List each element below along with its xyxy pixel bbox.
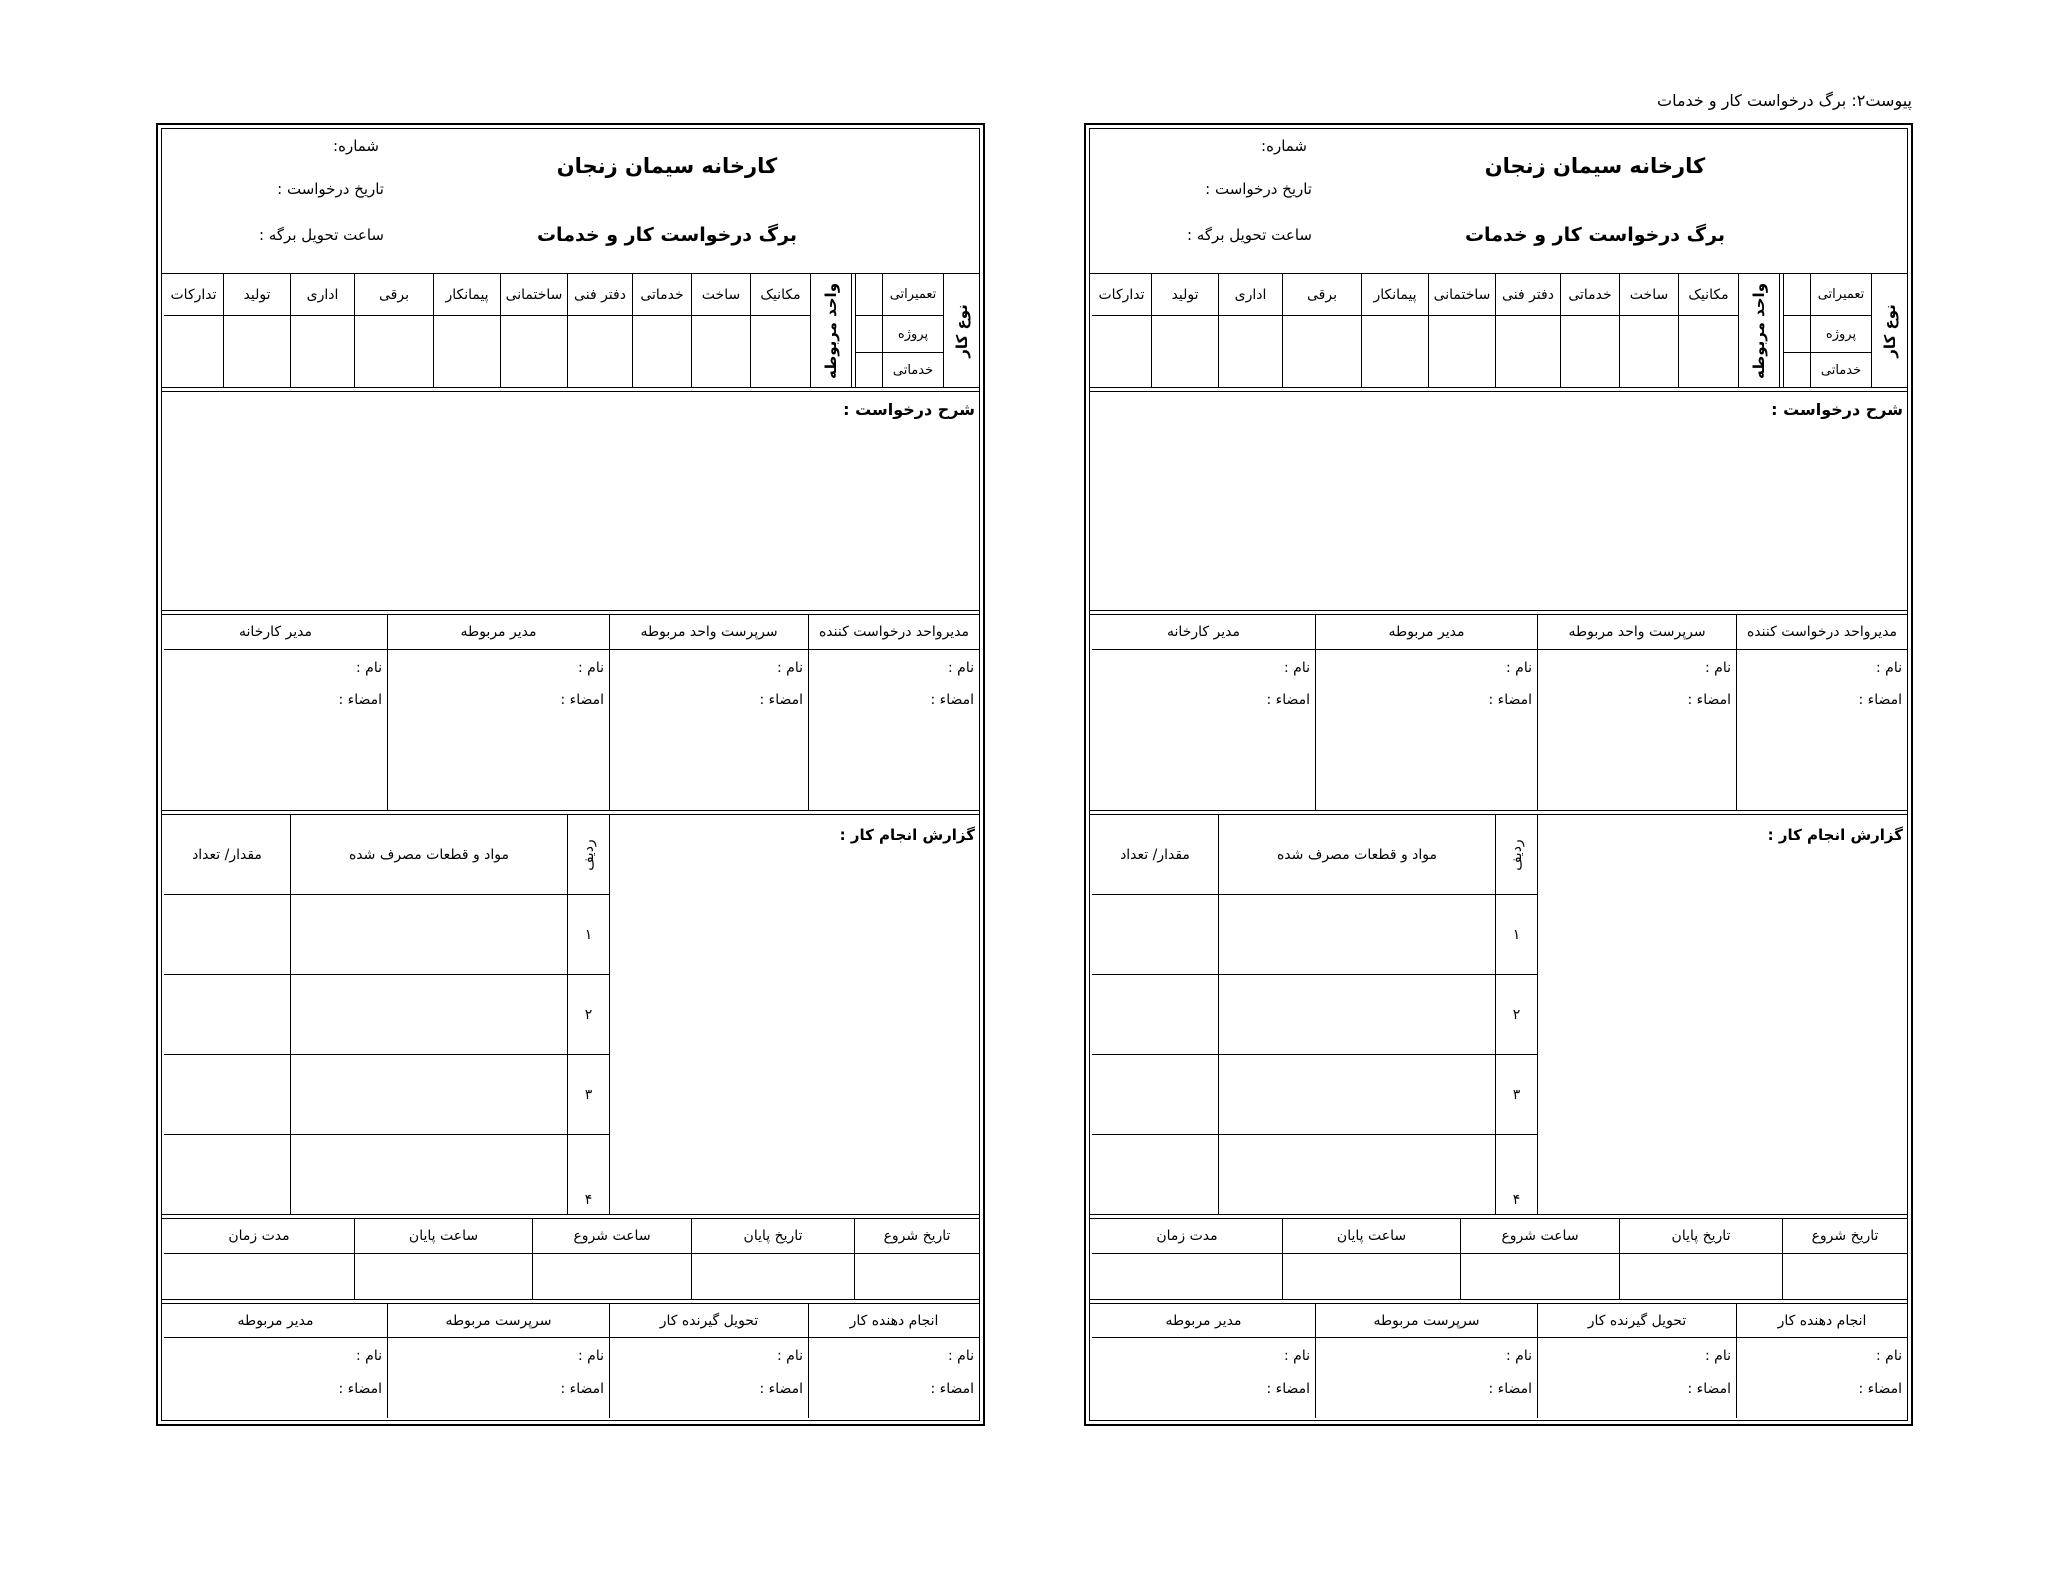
- row-number: ۴: [567, 1135, 609, 1214]
- work-report-section: [1090, 814, 1907, 1215]
- work-report-section: [162, 814, 979, 1215]
- unit-header-cell: [1738, 274, 1780, 387]
- work-report-area: [1537, 815, 1907, 1214]
- work-type-option-repair: تعمیراتی: [883, 274, 943, 316]
- name-label: نام :: [356, 1348, 382, 1364]
- quantity-cell: [164, 975, 290, 1054]
- delivery-time-label: ساعت تحویل برگه :: [259, 226, 384, 244]
- unit-column-fabrication: [691, 274, 750, 387]
- unit-column-fabrication: [1619, 274, 1678, 387]
- work-report-label: گزارش انجام کار :: [839, 826, 975, 844]
- unit-mark-cell: [434, 316, 500, 387]
- unit-option-label: تولید: [224, 274, 290, 316]
- unit-option-label: اداری: [1219, 274, 1282, 316]
- name-label: نام :: [578, 660, 604, 676]
- completion-fields: [1092, 1338, 1315, 1406]
- signature-label: امضاء :: [930, 1381, 974, 1397]
- delivery-time-label: ساعت تحویل برگه :: [1187, 226, 1312, 244]
- signature-label: امضاء :: [1266, 1381, 1310, 1397]
- approval-column-header: سرپرست واحد مربوطه: [1538, 615, 1736, 650]
- unit-mark-cell: [1561, 316, 1619, 387]
- unit-column-construction: [1428, 274, 1495, 387]
- signature-label: امضاء :: [1488, 692, 1532, 708]
- work-type-checkbox: [1784, 353, 1810, 387]
- completion-fields: [610, 1338, 808, 1406]
- material-cell: [1218, 895, 1495, 974]
- start-date-column: [1782, 1219, 1907, 1299]
- company-name: کارخانه سیمان زنجان: [556, 154, 778, 178]
- number-label: شماره:: [333, 137, 379, 155]
- unit-column-production: [223, 274, 290, 387]
- completion-manager: [1092, 1304, 1315, 1418]
- request-description-label: شرح درخواست :: [843, 400, 975, 419]
- completion-fields: [388, 1338, 609, 1406]
- unit-column-services: [632, 274, 691, 387]
- unit-column-mechanic: [750, 274, 810, 387]
- request-description-section: [162, 391, 979, 611]
- quantity-cell: [164, 1135, 290, 1214]
- work-report-label: گزارش انجام کار :: [1767, 826, 1903, 844]
- table-row: [1092, 1055, 1537, 1135]
- approval-fields: [610, 650, 808, 716]
- unit-mark-cell: [1362, 316, 1428, 387]
- timing-header: ساعت شروع: [533, 1219, 691, 1254]
- company-name: کارخانه سیمان زنجان: [1484, 154, 1706, 178]
- unit-option-label: دفتر فنی: [1496, 274, 1560, 316]
- request-date-label: تاریخ درخواست :: [1205, 180, 1312, 198]
- form-inner-frame: [161, 128, 980, 1421]
- work-type-checkbox: [1784, 274, 1810, 316]
- unit-label: واحد مربوطه: [822, 282, 840, 379]
- unit-column-production: [1151, 274, 1218, 387]
- completion-fields: [1538, 1338, 1736, 1406]
- table-row: [1092, 1135, 1537, 1214]
- request-description-section: [1090, 391, 1907, 611]
- timing-header: ساعت شروع: [1461, 1219, 1619, 1254]
- unit-mark-cell: [751, 316, 810, 387]
- quantity-cell: [164, 1055, 290, 1134]
- row-number: ۳: [1495, 1055, 1537, 1134]
- unit-mark-cell: [164, 316, 223, 387]
- completion-column-header: انجام دهنده کار: [809, 1304, 979, 1338]
- timing-header: تاریخ شروع: [855, 1219, 979, 1254]
- name-label: نام :: [948, 1348, 974, 1364]
- unit-column-technical-office: [567, 274, 632, 387]
- form-inner-frame: [1089, 128, 1908, 1421]
- completion-column-header: مدیر مربوطه: [1092, 1304, 1315, 1338]
- signature-label: امضاء :: [1266, 692, 1310, 708]
- unit-option-label: تولید: [1152, 274, 1218, 316]
- unit-mark-cell: [1152, 316, 1218, 387]
- unit-column-administrative: [1218, 274, 1282, 387]
- unit-header-cell: [810, 274, 852, 387]
- work-type-label: نوع کار: [1880, 303, 1899, 358]
- approval-requesting-unit-manager: [808, 615, 979, 810]
- unit-mark-cell: [1679, 316, 1738, 387]
- unit-column-electrical: [1282, 274, 1361, 387]
- quantity-cell: [1092, 1135, 1218, 1214]
- unit-label: واحد مربوطه: [1750, 282, 1768, 379]
- work-type-label: نوع کار: [952, 303, 971, 358]
- unit-mark-cell: [1092, 316, 1151, 387]
- end-date-column: [691, 1219, 854, 1299]
- approval-unit-supervisor: [609, 615, 808, 810]
- signature-label: امضاء :: [338, 1381, 382, 1397]
- completion-fields: [164, 1338, 387, 1406]
- materials-header-row: [1092, 815, 1537, 895]
- form-header: [1090, 129, 1907, 274]
- row-number: ۱: [567, 895, 609, 974]
- completion-supervisor: [387, 1304, 609, 1418]
- start-time-column: [1460, 1219, 1619, 1299]
- completion-fields: [1737, 1338, 1907, 1406]
- work-type-unit-section: [1090, 274, 1907, 388]
- unit-option-label: دفتر فنی: [568, 274, 632, 316]
- completion-receiver: [1537, 1304, 1736, 1418]
- quantity-cell: [1092, 1055, 1218, 1134]
- appendix-caption: پیوست۲: برگ درخواست کار و خدمات: [1657, 91, 1912, 110]
- approval-relevant-manager: [1315, 615, 1537, 810]
- materials-table: [1092, 815, 1537, 1214]
- row-number: ۲: [567, 975, 609, 1054]
- quantity-cell: [1092, 975, 1218, 1054]
- completion-section: [162, 1303, 979, 1418]
- approval-column-header: مدیر مربوطه: [1316, 615, 1537, 650]
- request-form-right: [1084, 123, 1913, 1426]
- table-row: [164, 895, 609, 975]
- unit-option-label: مکانیک: [751, 274, 810, 316]
- work-type-option-service: خدماتی: [1820, 362, 1862, 378]
- unit-column-mechanic: [1678, 274, 1738, 387]
- completion-fields: [809, 1338, 979, 1406]
- approval-relevant-manager: [387, 615, 609, 810]
- quantity-cell: [164, 895, 290, 974]
- work-type-checkboxes: [855, 274, 882, 387]
- quantity-cell: [1092, 895, 1218, 974]
- signature-label: امضاء :: [759, 1381, 803, 1397]
- work-type-option-project: پروژه: [883, 316, 943, 353]
- signature-label: امضاء :: [930, 692, 974, 708]
- signature-label: امضاء :: [1488, 1381, 1532, 1397]
- materials-table: [164, 815, 609, 1214]
- approval-unit-supervisor: [1537, 615, 1736, 810]
- number-label: شماره:: [1261, 137, 1307, 155]
- table-row: [1092, 895, 1537, 975]
- approval-fields: [388, 650, 609, 716]
- approvals-section: [162, 614, 979, 811]
- unit-column-services: [1560, 274, 1619, 387]
- unit-mark-cell: [1283, 316, 1361, 387]
- timing-header: تاریخ پایان: [1620, 1219, 1782, 1254]
- work-type-option-project: پروژه: [1811, 316, 1871, 353]
- form-header: [162, 129, 979, 274]
- approval-requesting-unit-manager: [1736, 615, 1907, 810]
- name-label: نام :: [1506, 1348, 1532, 1364]
- unit-column-contractor: [1361, 274, 1428, 387]
- material-cell: [290, 1055, 567, 1134]
- row-index-header: [1495, 815, 1537, 894]
- unit-option-label: تدارکات: [1092, 274, 1151, 316]
- table-row: [164, 975, 609, 1055]
- approval-column-header: مدیر کارخانه: [164, 615, 387, 650]
- work-type-checkbox: [856, 353, 882, 387]
- name-label: نام :: [1284, 1348, 1310, 1364]
- approval-fields: [1092, 650, 1315, 716]
- work-type-options: [882, 274, 943, 387]
- material-cell: [1218, 1055, 1495, 1134]
- completion-supervisor: [1315, 1304, 1537, 1418]
- row-number: ۴: [1495, 1135, 1537, 1214]
- work-type-options: [1810, 274, 1871, 387]
- duration-column: [164, 1219, 354, 1299]
- form-title: برگ درخواست کار و خدمات: [536, 224, 798, 246]
- row-number: ۲: [1495, 975, 1537, 1054]
- unit-option-label: ساخت: [692, 274, 750, 316]
- unit-column-procurement: [164, 274, 223, 387]
- request-description-label: شرح درخواست :: [1771, 400, 1903, 419]
- name-label: نام :: [1705, 1348, 1731, 1364]
- unit-option-label: پیمانکار: [1362, 274, 1428, 316]
- duration-column: [1092, 1219, 1282, 1299]
- name-label: نام :: [1876, 1348, 1902, 1364]
- unit-option-label: ساخت: [1620, 274, 1678, 316]
- timing-header: مدت زمان: [1092, 1219, 1282, 1254]
- row-index-label: ردیف: [580, 838, 597, 871]
- material-cell: [1218, 1135, 1495, 1214]
- material-cell: [290, 1135, 567, 1214]
- table-row: [164, 1055, 609, 1135]
- work-type-checkboxes: [1783, 274, 1810, 387]
- work-type-checkbox: [856, 274, 882, 316]
- table-row: [164, 1135, 609, 1214]
- unit-option-label: خدماتی: [633, 274, 691, 316]
- work-type-header-cell: [943, 274, 979, 387]
- signature-label: امضاء :: [1687, 1381, 1731, 1397]
- unit-mark-cell: [1219, 316, 1282, 387]
- work-type-option-service: خدماتی: [892, 362, 934, 378]
- unit-column-administrative: [290, 274, 354, 387]
- name-label: نام :: [948, 660, 974, 676]
- timing-header: تاریخ پایان: [692, 1219, 854, 1254]
- approval-column-header: مدیرواحد درخواست کننده: [1737, 615, 1907, 650]
- completion-column-header: سرپرست مربوطه: [1316, 1304, 1537, 1338]
- request-form-left: [156, 123, 985, 1426]
- unit-mark-cell: [568, 316, 632, 387]
- unit-mark-cell: [1429, 316, 1495, 387]
- completion-manager: [164, 1304, 387, 1418]
- end-time-column: [354, 1219, 532, 1299]
- name-label: نام :: [578, 1348, 604, 1364]
- completion-column-header: سرپرست مربوطه: [388, 1304, 609, 1338]
- form-title: برگ درخواست کار و خدمات: [1464, 224, 1726, 246]
- start-time-column: [532, 1219, 691, 1299]
- unit-option-label: ساختمانی: [1429, 274, 1495, 316]
- unit-column-contractor: [433, 274, 500, 387]
- signature-label: امضاء :: [338, 692, 382, 708]
- name-label: نام :: [777, 660, 803, 676]
- name-label: نام :: [777, 1348, 803, 1364]
- signature-label: امضاء :: [1858, 692, 1902, 708]
- signature-label: امضاء :: [560, 692, 604, 708]
- timing-header: تاریخ شروع: [1783, 1219, 1907, 1254]
- unit-mark-cell: [355, 316, 433, 387]
- row-index-header: [567, 815, 609, 894]
- approval-column-header: مدیرواحد درخواست کننده: [809, 615, 979, 650]
- quantity-header: مقدار/ تعداد: [1120, 846, 1190, 863]
- work-report-area: [609, 815, 979, 1214]
- signature-label: امضاء :: [1687, 692, 1731, 708]
- completion-column-header: تحویل گیرنده کار: [610, 1304, 808, 1338]
- completion-receiver: [609, 1304, 808, 1418]
- table-row: [1092, 975, 1537, 1055]
- approval-fields: [1316, 650, 1537, 716]
- signature-label: امضاء :: [1858, 1381, 1902, 1397]
- material-cell: [290, 975, 567, 1054]
- unit-mark-cell: [224, 316, 290, 387]
- unit-option-label: خدماتی: [1561, 274, 1619, 316]
- unit-option-label: برقی: [355, 274, 433, 316]
- materials-header: مواد و قطعات مصرف شده: [290, 815, 567, 894]
- approvals-section: [1090, 614, 1907, 811]
- unit-mark-cell: [501, 316, 567, 387]
- approval-fields: [809, 650, 979, 716]
- end-date-column: [1619, 1219, 1782, 1299]
- work-type-header-cell: [1871, 274, 1907, 387]
- unit-column-procurement: [1092, 274, 1151, 387]
- timing-header: ساعت پایان: [355, 1219, 532, 1254]
- approval-fields: [164, 650, 387, 716]
- unit-option-label: تدارکات: [164, 274, 223, 316]
- unit-column-construction: [500, 274, 567, 387]
- unit-option-label: اداری: [291, 274, 354, 316]
- work-type-checkbox: [856, 316, 882, 353]
- approval-fields: [1538, 650, 1736, 716]
- row-number: ۳: [567, 1055, 609, 1134]
- unit-option-label: مکانیک: [1679, 274, 1738, 316]
- timing-section: [1090, 1218, 1907, 1300]
- timing-section: [162, 1218, 979, 1300]
- row-number: ۱: [1495, 895, 1537, 974]
- unit-option-label: برقی: [1283, 274, 1361, 316]
- unit-mark-cell: [291, 316, 354, 387]
- completion-section: [1090, 1303, 1907, 1418]
- materials-header: مواد و قطعات مصرف شده: [1218, 815, 1495, 894]
- name-label: نام :: [1876, 660, 1902, 676]
- work-type-unit-section: [162, 274, 979, 388]
- name-label: نام :: [1705, 660, 1731, 676]
- approval-column-header: سرپرست واحد مربوطه: [610, 615, 808, 650]
- name-label: نام :: [1506, 660, 1532, 676]
- completion-performer: [1736, 1304, 1907, 1418]
- signature-label: امضاء :: [560, 1381, 604, 1397]
- quantity-header: مقدار/ تعداد: [192, 846, 262, 863]
- approval-plant-manager: [164, 615, 387, 810]
- request-date-label: تاریخ درخواست :: [277, 180, 384, 198]
- unit-mark-cell: [1496, 316, 1560, 387]
- unit-mark-cell: [1620, 316, 1678, 387]
- end-time-column: [1282, 1219, 1460, 1299]
- unit-mark-cell: [692, 316, 750, 387]
- unit-mark-cell: [633, 316, 691, 387]
- completion-fields: [1316, 1338, 1537, 1406]
- unit-option-label: ساختمانی: [501, 274, 567, 316]
- material-cell: [290, 895, 567, 974]
- timing-header: مدت زمان: [164, 1219, 354, 1254]
- approval-column-header: مدیر مربوطه: [388, 615, 609, 650]
- timing-header: ساعت پایان: [1283, 1219, 1460, 1254]
- start-date-column: [854, 1219, 979, 1299]
- approval-plant-manager: [1092, 615, 1315, 810]
- work-type-option-repair: تعمیراتی: [1811, 274, 1871, 316]
- completion-performer: [808, 1304, 979, 1418]
- unit-column-electrical: [354, 274, 433, 387]
- approval-fields: [1737, 650, 1907, 716]
- name-label: نام :: [356, 660, 382, 676]
- materials-header-row: [164, 815, 609, 895]
- row-index-label: ردیف: [1508, 838, 1525, 871]
- approval-column-header: مدیر کارخانه: [1092, 615, 1315, 650]
- work-type-checkbox: [1784, 316, 1810, 353]
- signature-label: امضاء :: [759, 692, 803, 708]
- unit-column-technical-office: [1495, 274, 1560, 387]
- material-cell: [1218, 975, 1495, 1054]
- completion-column-header: انجام دهنده کار: [1737, 1304, 1907, 1338]
- completion-column-header: مدیر مربوطه: [164, 1304, 387, 1338]
- name-label: نام :: [1284, 660, 1310, 676]
- completion-column-header: تحویل گیرنده کار: [1538, 1304, 1736, 1338]
- unit-option-label: پیمانکار: [434, 274, 500, 316]
